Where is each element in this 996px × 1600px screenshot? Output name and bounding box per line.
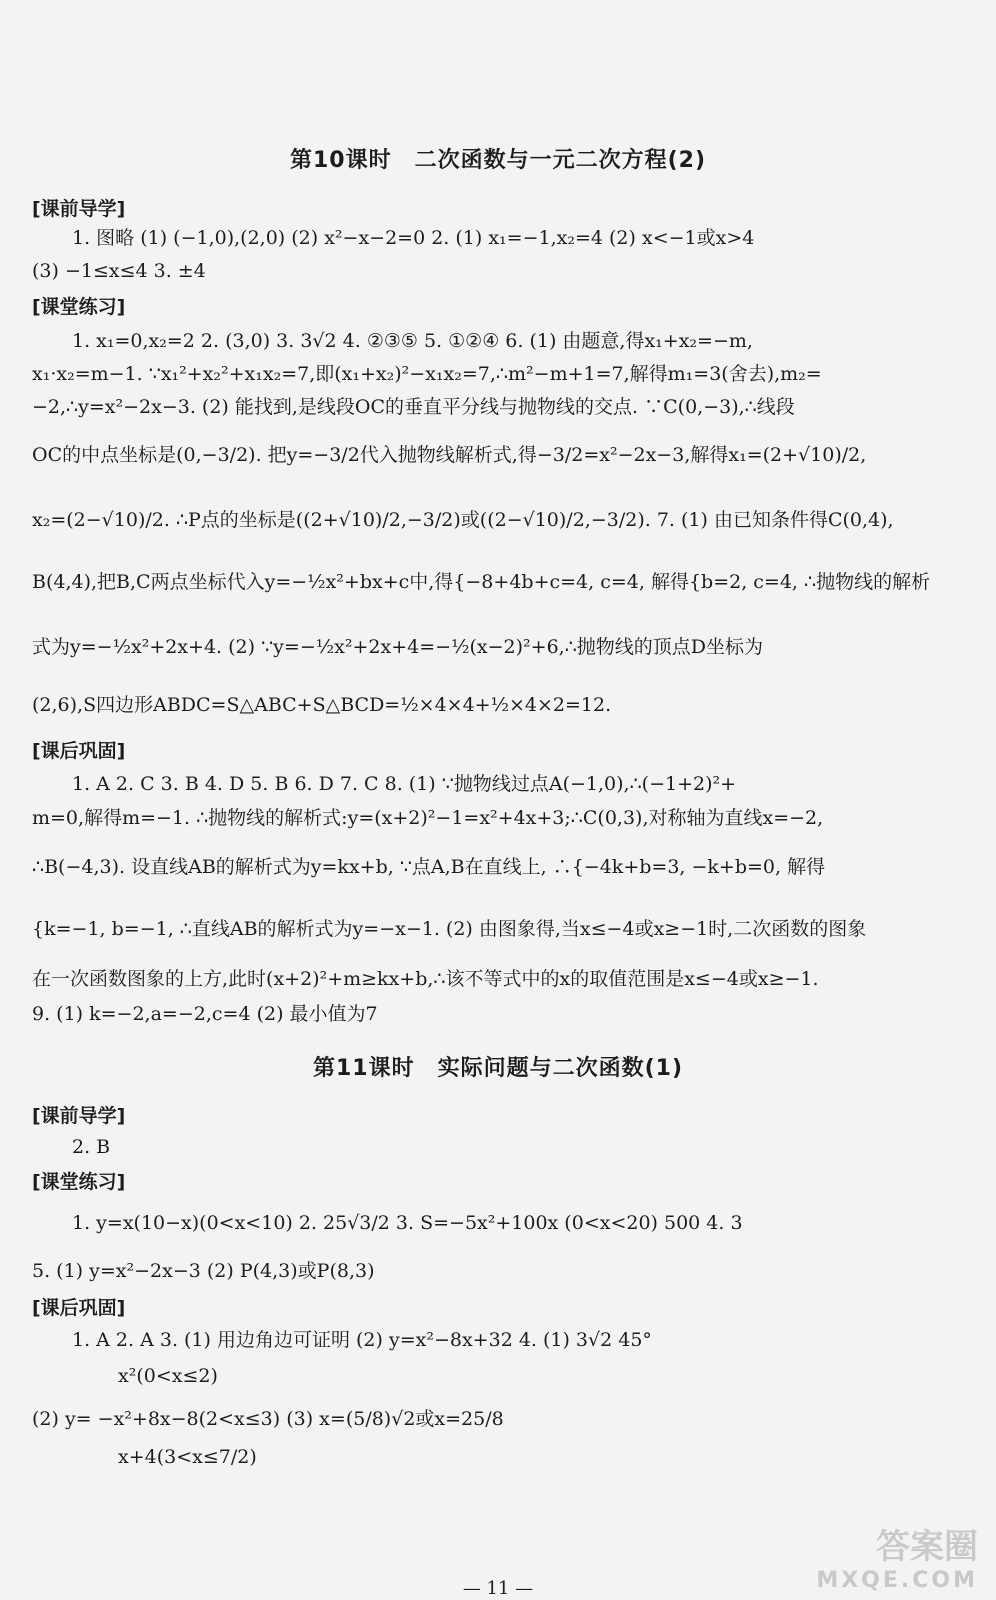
lesson-10-class-line-7: 式为y=−½x²+2x+4. (2) ∵y=−½x²+2x+4=−½(x−2)²+6,∴抛物线的顶点D坐标为 <box>32 636 764 658</box>
lesson-11-pre-line-1: 2. B <box>72 1136 111 1158</box>
lesson-10-post-line-3: ∴B(−4,3). 设直线AB的解析式为y=kx+b, ∵点A,B在直线上, ∴{−4k+b=3, −k+b=0, 解得 <box>32 856 826 878</box>
watermark-sub: MXQE.COM <box>816 1568 978 1593</box>
lesson-10-class-line-2: x₁·x₂=m−1. ∵x₁²+x₂²+x₁x₂=7,即(x₁+x₂)²−x₁x₂=7,∴m²−m+1=7,解得m₁=3(舍去),m₂= <box>32 363 822 385</box>
lesson-10-class-line-4: OC的中点坐标是(0,−3/2). 把y=−3/2代入抛物线解析式,得−3/2=x²−2x−3,解得x₁=(2+√10)/2, <box>32 444 867 466</box>
lesson-10-title: 第10课时 二次函数与一元二次方程(2) <box>289 148 707 173</box>
lesson-11-pre-header: [课前导学] <box>32 1105 126 1127</box>
lesson-10-class-line-3: −2,∴y=x²−2x−3. (2) 能找到,是线段OC的垂直平分线与抛物线的交点. ∵C(0,−3),∴线段 <box>32 396 795 418</box>
lesson-10-pre-line-1: 1. 图略 (1) (−1,0),(2,0) (2) x²−x−2=0 2. (1) x₁=−1,x₂=4 (2) x<−1或x>4 <box>72 227 755 249</box>
page-number: — 11 — <box>462 1578 534 1599</box>
lesson-11-class-header: [课堂练习] <box>32 1171 126 1193</box>
lesson-11-title: 第11课时 实际问题与二次函数(1) <box>312 1056 684 1081</box>
lesson-10-class-line-6: B(4,4),把B,C两点坐标代入y=−½x²+bx+c中,得{−8+4b+c=4, c=4, 解得{b=2, c=4, ∴抛物线的解析 <box>32 571 931 593</box>
lesson-10-post-line-6: 9. (1) k=−2,a=−2,c=4 (2) 最小值为7 <box>32 1003 378 1025</box>
lesson-10-class-line-5: x₂=(2−√10)/2. ∴P点的坐标是((2+√10)/2,−3/2)或((2−√10)/2,−3/2). 7. (1) 由已知条件得C(0,4), <box>32 509 894 531</box>
lesson-10-pre-line-2: (3) −1≤x≤4 3. ±4 <box>32 260 206 282</box>
lesson-10-class-line-8: (2,6),S四边形ABDC=S△ABC+S△BCD=½×4×4+½×4×2=12. <box>32 694 612 716</box>
lesson-11-post-line-1: 1. A 2. A 3. (1) 用边角边可证明 (2) y=x²−8x+32 4. (1) 3√2 45° <box>72 1329 652 1351</box>
lesson-11-class-line-1: 1. y=x(10−x)(0<x<10) 2. 25√3/2 3. S=−5x²+100x (0<x<20) 500 4. 3 <box>72 1212 743 1234</box>
piecewise-main-line: (2) y= −x²+8x−8(2<x≤3) (3) x=(5/8)√2或x=25/8 <box>32 1408 504 1430</box>
lesson-10-post-line-4: {k=−1, b=−1, ∴直线AB的解析式为y=−x−1. (2) 由图象得,当x≤−4或x≥−1时,二次函数的图象 <box>32 918 867 940</box>
watermark-main: 答案圈 <box>876 1527 978 1567</box>
lesson-10-class-line-1: 1. x₁=0,x₂=2 2. (3,0) 3. 3√2 4. ②③⑤ 5. ①②④ 6. (1) 由题意,得x₁+x₂=−m, <box>72 330 753 352</box>
piecewise-case-3: x+4(3<x≤7/2) <box>118 1446 257 1468</box>
lesson-10-class-header: [课堂练习] <box>32 296 126 318</box>
lesson-10-post-line-2: m=0,解得m=−1. ∴抛物线的解析式:y=(x+2)²−1=x²+4x+3;∴C(0,3),对称轴为直线x=−2, <box>32 807 824 829</box>
lesson-10-post-header: [课后巩固] <box>32 740 126 762</box>
lesson-11-class-line-2: 5. (1) y=x²−2x−3 (2) P(4,3)或P(8,3) <box>32 1260 375 1282</box>
lesson-10-post-line-1: 1. A 2. C 3. B 4. D 5. B 6. D 7. C 8. (1) ∵抛物线过点A(−1,0),∴(−1+2)²+ <box>72 773 737 795</box>
piecewise-case-1: x²(0<x≤2) <box>118 1365 218 1387</box>
watermark-logo <box>816 1527 978 1598</box>
lesson-10-pre-header: [课前导学] <box>32 198 126 220</box>
lesson-11-post-header: [课后巩固] <box>32 1297 126 1319</box>
lesson-10-post-line-5: 在一次函数图象的上方,此时(x+2)²+m≥kx+b,∴该不等式中的x的取值范围是x≤−4或x≥−1. <box>32 968 819 990</box>
